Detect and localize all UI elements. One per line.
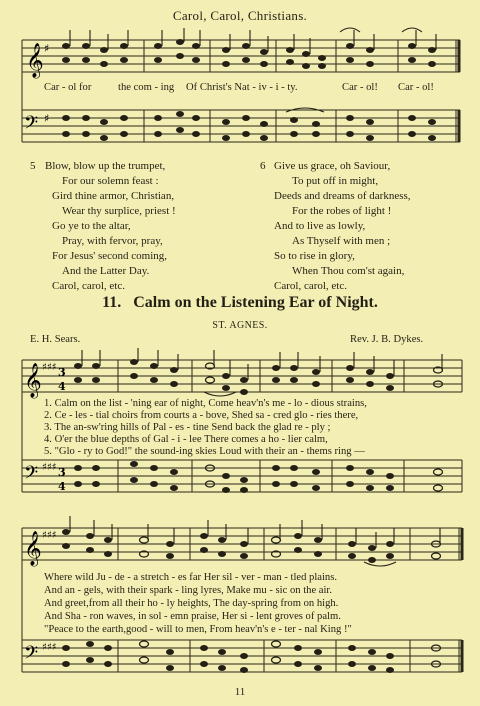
sharp-icon: ♯♯♯: [42, 642, 57, 653]
page-title: Carol, Carol, Christians.: [172, 8, 308, 23]
sharp-icon: ♯: [44, 112, 50, 125]
verse-line: Carol, carol, etc.: [274, 280, 347, 292]
hymn-number: 11.: [102, 294, 122, 311]
verse-line: Give us grace, oh Saviour,: [274, 160, 391, 172]
carol-lyric-segment: the com - ing: [118, 82, 175, 93]
stanza-line: And greet,from all their ho - ly heights, The day-spring from on high.: [44, 598, 339, 609]
composer-credit: E. H. Sears.: [30, 334, 81, 345]
bass-clef-icon: 𝄢: [24, 113, 39, 138]
verse-line: For our solemn feast :: [62, 175, 159, 187]
verse-line: To put off in might,: [292, 175, 379, 187]
tune-name: ST. AGNES.: [212, 320, 268, 331]
carol-music-system: [0, 0, 480, 160]
verse-line: When Thou com'st again,: [292, 265, 405, 277]
verse-line: Pray, with fervor, pray,: [62, 235, 163, 247]
time-signature-icon: 3: [58, 366, 66, 379]
carol-lyric-segment: Car - ol for: [44, 82, 92, 93]
stanza-line: 1. Calm on the list - 'ning ear of night, Come heav'n's me - lo - dious strains,: [44, 398, 367, 409]
hymn-bass-notes: [74, 461, 394, 493]
verse-line: Blow, blow up the trumpet,: [45, 160, 166, 172]
hymn-bass-notes: [62, 641, 394, 673]
arranger-credit: Rev. J. B. Dykes.: [350, 334, 424, 345]
time-signature-icon: 3: [58, 466, 66, 479]
bass-clef-icon: 𝄢: [24, 643, 39, 668]
page-number: 11: [234, 686, 246, 698]
treble-clef-icon: 𝄞: [26, 43, 44, 78]
sharp-icon: ♯♯♯: [42, 530, 57, 541]
verse-line: And to live as lowly,: [274, 220, 366, 232]
stanza-line: 4. O'er the blue depths of Gal - i - lee There comes a ho - lier calm,: [44, 434, 328, 445]
slur-icon: [204, 392, 236, 396]
verse-number: 5: [30, 160, 36, 172]
time-signature-icon: 4: [58, 380, 66, 393]
hymn-heading: [0, 294, 480, 312]
verse-line: Wear thy surplice, priest !: [62, 205, 176, 217]
verse-line: So to rise in glory,: [274, 250, 355, 262]
verse-line: Gird thine armor, Christian,: [52, 190, 175, 202]
sharp-icon: ♯♯♯: [42, 462, 57, 473]
carol-lyric-segment: Of Christ's Nat - iv - i - ty.: [186, 82, 298, 93]
verse-number: 6: [260, 160, 266, 172]
sharp-icon: ♯♯♯: [42, 362, 57, 373]
hymn-title: Calm on the Listening Ear of Night.: [133, 294, 378, 311]
fermata-icon: [402, 28, 422, 32]
fermata-icon: [340, 28, 360, 32]
stanza-line: 5. "Glo - ry to God!" the sound-ing skies Loud with their an - thems ring —: [44, 446, 365, 457]
verse-line: And the Latter Day.: [62, 265, 150, 277]
stanza-line: 3. The an-sw'ring hills of Pal - es - tine Send back the glad re - ply ;: [44, 422, 331, 433]
stanza-line: 2. Ce - les - tial choirs from courts a - bove, Shed sa - cred glo - ries there,: [44, 410, 359, 421]
sharp-icon: ♯: [44, 42, 50, 55]
verse-line: For the robes of light !: [292, 205, 392, 217]
slur-icon: [364, 562, 396, 566]
treble-clef-icon: 𝄞: [24, 363, 42, 398]
verse-line: Deeds and dreams of darkness,: [274, 190, 411, 202]
stanza-line: "Peace to the earth,good - will to men, From heav'n's e - ter - nal King !": [44, 624, 352, 635]
stanza-line: And an - gels, with their spark - ling lyres, Make mu - sic on the air.: [44, 585, 333, 596]
time-signature-icon: 4: [58, 480, 66, 493]
verse-line: Go ye to the altar,: [52, 220, 131, 232]
hymn-bass-staff: [22, 460, 462, 492]
stanza-line: Where wild Ju - de - a stretch - es far Her sil - ver - man - tled plains.: [44, 572, 337, 583]
carol-lyric-segment: Car - ol!: [342, 82, 378, 93]
carol-bass-staff: [22, 110, 460, 142]
stanza-line: And Sha - ron waves, in sol - emn praise, Her si - lent groves of palm.: [44, 611, 341, 622]
treble-clef-icon: 𝄞: [24, 531, 42, 566]
verse-line: Carol, carol, etc.: [52, 280, 125, 292]
verse-line: For Jesus' second coming,: [52, 250, 168, 262]
hymn-half-notes: [206, 363, 443, 387]
bass-clef-icon: 𝄢: [24, 463, 39, 488]
hymn-treble-notes: [74, 359, 394, 395]
verse-line: As Thyself with men ;: [292, 235, 391, 247]
carol-lyric-segment: Car - ol!: [398, 82, 434, 93]
